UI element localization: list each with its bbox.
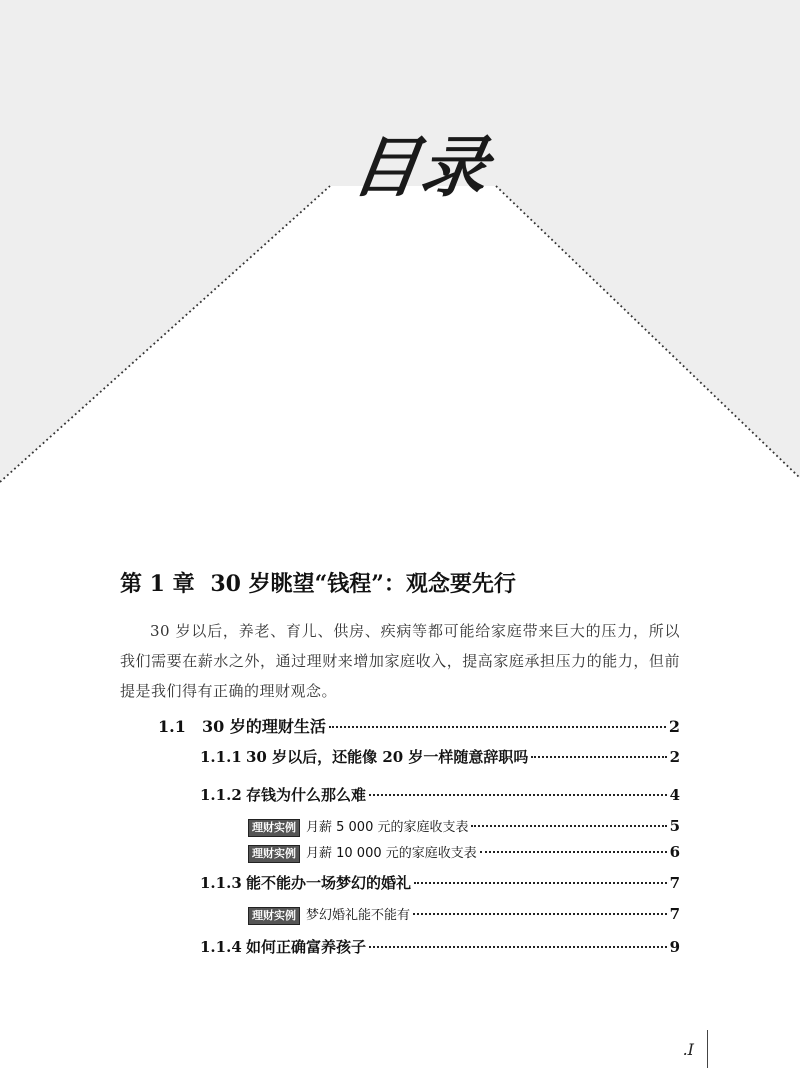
toc-number: 1.1.4 [200, 938, 242, 956]
toc-entry-1-1-4[interactable] [200, 936, 680, 957]
toc-page-number: 7 [669, 874, 680, 892]
leader-dots [369, 946, 667, 948]
toc-entry-title: 如何正确富养孩子 [246, 938, 367, 956]
toc-number: 1.1.3 [200, 874, 242, 892]
toc-entry-title: 30 岁的理财生活 [202, 717, 326, 736]
leader-dots [369, 794, 667, 796]
toc-number: 1.1.2 [200, 786, 242, 804]
chapter-heading [120, 568, 740, 600]
leader-dots [329, 726, 666, 728]
toc-entry-1-1-3[interactable] [200, 872, 680, 893]
toc-page-number: 7 [669, 905, 680, 923]
toc-case-2[interactable] [248, 842, 680, 863]
leader-dots [531, 756, 666, 758]
toc-entry-title: 存钱为什么那么难 [246, 786, 367, 804]
toc-entry-title: 月薪 10 000 元的家庭收支表 [306, 846, 477, 861]
toc-entry-1-1[interactable] [158, 714, 680, 737]
toc-case-1[interactable] [248, 816, 680, 837]
leader-dots [480, 851, 667, 853]
toc-number: 1.1 [158, 717, 186, 736]
chapter-intro: 30 岁以后，养老、育儿、供房、疾病等都可能给家庭带来巨大的压力，所以我们需要在薪水之外，通过理财来增加家庭收入，提高家庭承担压力的能力，但前提是我们得有正确的理财观念。 [120, 622, 680, 700]
toc-case-3[interactable] [248, 904, 680, 925]
case-badge: 理财实例 [248, 819, 300, 837]
toc-page-number: 5 [669, 817, 680, 835]
toc-number: 1.1.1 [200, 748, 242, 766]
toc-page-number: 9 [669, 938, 680, 956]
toc-page-number: 2 [669, 748, 680, 766]
case-badge: 理财实例 [248, 907, 300, 925]
page-number-rule [707, 1030, 708, 1068]
toc-page-number: 4 [669, 786, 680, 804]
toc-entry-1-1-2[interactable] [200, 784, 680, 805]
leader-dots [413, 913, 667, 915]
leader-dots [414, 882, 667, 884]
leader-dots [471, 825, 666, 827]
chapter-label: 第 1 章 [120, 571, 195, 597]
toc-entry-title: 梦幻婚礼能不能有 [306, 908, 411, 923]
toc-page-number: 6 [669, 843, 680, 861]
page-number: .I [682, 1040, 694, 1059]
toc-entry-title: 月薪 5 000 元的家庭收支表 [306, 820, 469, 835]
toc-title: 目录 [347, 129, 495, 206]
toc-page-number: 2 [668, 717, 680, 736]
case-badge: 理财实例 [248, 845, 300, 863]
toc-entry-1-1-1[interactable] [200, 746, 680, 767]
toc-entry-title: 能不能办一场梦幻的婚礼 [246, 874, 412, 892]
chapter-title: 30 岁眺望“钱程”：观念要先行 [210, 571, 516, 597]
toc-entry-title: 30 岁以后，还能像 20 岁一样随意辞职吗 [246, 748, 529, 766]
